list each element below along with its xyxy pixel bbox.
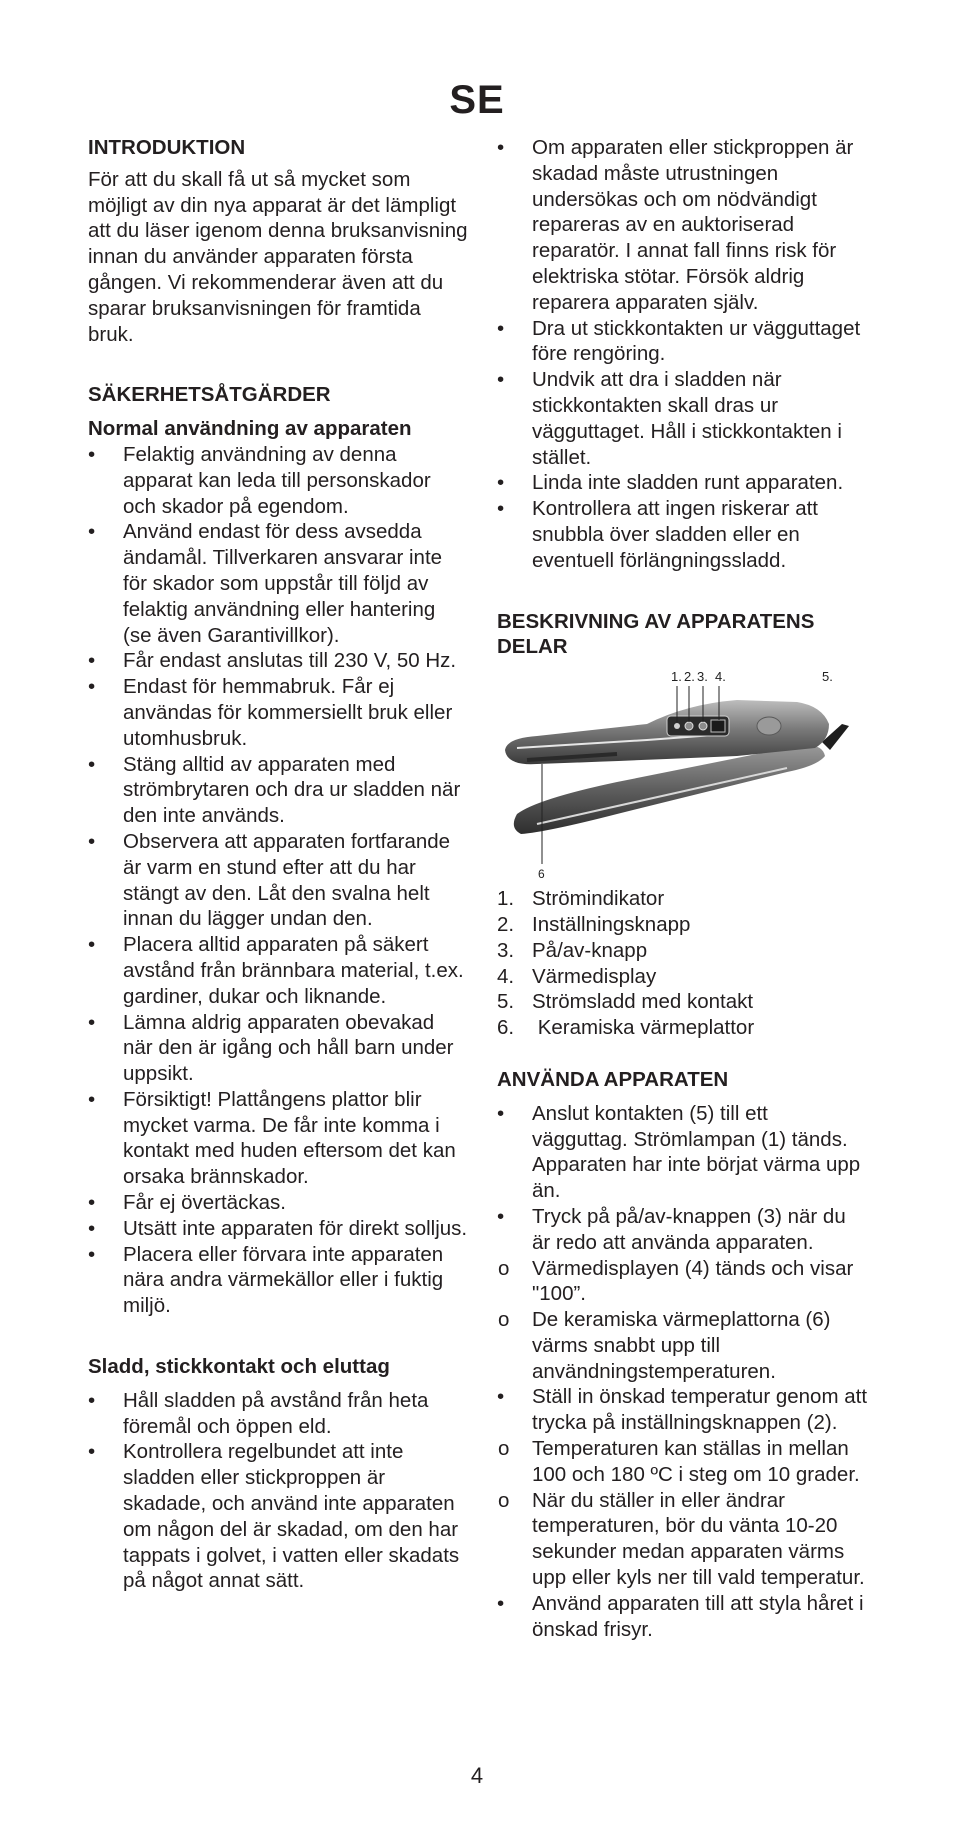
power-button-icon xyxy=(699,722,707,730)
left-column xyxy=(88,135,468,1594)
list-item: • Dra ut stickkontakten ur vägguttaget före rengöring. xyxy=(497,316,869,368)
list-item: • Linda inte sladden runt apparaten. xyxy=(497,470,869,496)
list-item: • Tryck på på/av-knappen (3) när du är redo att använda apparaten. xyxy=(497,1204,869,1256)
cord-list-left xyxy=(88,1388,468,1594)
usage-list xyxy=(497,1101,869,1643)
page-number: 4 xyxy=(470,1763,484,1788)
usage-heading: ANVÄNDA APPARATEN xyxy=(497,1067,729,1091)
normal-use-heading: Normal användning av apparaten xyxy=(88,417,412,441)
list-item: • Använd apparaten till att styla håret i önskad frisyr. xyxy=(497,1591,869,1643)
list-item: • Felaktig användning av denna apparat kan leda till personskador och skador på egendom. xyxy=(88,442,468,519)
list-item: • Placera eller förvara inte apparaten nära andra värmekällor eller i fuktig miljö. xyxy=(88,1242,468,1319)
list-item: • Får endast anslutas till 230 V, 50 Hz. xyxy=(88,648,468,674)
intro-heading: INTRODUKTION xyxy=(88,136,246,159)
callout-label: 2. xyxy=(684,669,695,685)
heat-display-icon xyxy=(711,720,725,732)
list-item: • Ställ in önskad temperatur genom att trycka på inställningsknappen (2). xyxy=(497,1384,869,1436)
list-item: o Värmedisplayen (4) tänds och visar "100”. xyxy=(497,1256,869,1308)
list-item: • Stäng alltid av apparaten med strömbrytaren och dra ur sladden när den inte används. xyxy=(88,752,468,829)
list-item: • Utsätt inte apparaten för direkt solljus. xyxy=(88,1216,468,1242)
parts-list xyxy=(497,886,869,1041)
list-item: 5. Strömsladd med kontakt xyxy=(497,990,754,1014)
list-item: 1. Strömindikator xyxy=(497,887,665,911)
list-item: • Undvik att dra i sladden när stickkontakten skall dras ur vägguttaget. Håll i stickkontakten i stället. xyxy=(497,367,869,470)
list-item: o De keramiska värmeplattorna (6) värms snabbt upp till användningstemperaturen. xyxy=(497,1307,869,1384)
callout-label: 4. xyxy=(715,669,726,685)
intro-text: För att du skall få ut så mycket som möjligt av din nya apparat är det lämpligt att du läser igenom denna bruksanvisning innan du använder apparaten första gången. Vi rekommenderar även att du sparar bruksanvisningen för framtida bruk. xyxy=(88,167,468,346)
list-item: • Kontrollera regelbundet att inte sladden eller stickproppen är skadade, och använd inte apparaten om någon del är skadad, om den har tappats i golvet, i vatten eller skadats på något annat sätt. xyxy=(88,1439,468,1594)
list-item: 3. På/av-knapp xyxy=(497,938,648,962)
list-item: • Använd endast för dess avsedda ändamål. Tillverkaren ansvarar inte för skador som uppstår till följd av felaktig användning eller hantering (se även Garantivillkor). xyxy=(88,519,468,648)
page-title: SE xyxy=(449,78,505,122)
cord-list-right xyxy=(497,135,869,574)
safety-heading: SÄKERHETSÅTGÄRDER xyxy=(88,383,331,407)
callout-label: 3. xyxy=(697,669,708,685)
list-item: 4. Värmedisplay xyxy=(497,964,657,988)
hinge xyxy=(757,717,781,735)
list-item: • Anslut kontakten (5) till ett vägguttag. Strömlampan (1) tänds. Apparaten har inte börjat värma upp än. xyxy=(497,1101,869,1204)
list-item: • Försiktigt! Plattångens plattor blir mycket varma. De får inte komma i kontakt med huden eftersom det kan orsaka brännskador. xyxy=(88,1087,468,1190)
callout-label: 6 xyxy=(538,867,545,881)
power-indicator-icon xyxy=(674,723,680,729)
callout-label: 5. xyxy=(822,669,833,685)
list-item: • Får ej övertäckas. xyxy=(88,1190,468,1216)
normal-use-list xyxy=(88,442,468,1319)
list-item: • Observera att apparaten fortfarande är varm en stund efter att du har stängt av den. Låt den svalna helt innan du lägger undan den. xyxy=(88,829,468,932)
list-item: 6. Keramiska värmeplattor xyxy=(497,1016,755,1040)
cord-heading: Sladd, stickkontakt och eluttag xyxy=(88,1355,390,1379)
list-item: o Temperaturen kan ställas in mellan 100 och 180 ºC i steg om 10 grader. xyxy=(497,1436,869,1488)
list-item: 2. Inställningsknapp xyxy=(497,912,691,936)
list-item: • Placera alltid apparaten på säkert avstånd från brännbara material, t.ex. gardiner, dukar och liknande. xyxy=(88,932,468,1009)
list-item: • Håll sladden på avstånd från heta föremål och öppen eld. xyxy=(88,1388,468,1440)
list-item: • Kontrollera att ingen riskerar att snubbla över sladden eller en eventuell förlängningssladd. xyxy=(497,496,869,573)
callout-label: 1. xyxy=(671,669,682,685)
list-item: • Endast för hemmabruk. Får ej användas för kommersiellt bruk eller utomhusbruk. xyxy=(88,674,468,751)
straightener-diagram xyxy=(497,664,867,880)
setting-button-icon xyxy=(685,722,693,730)
list-item: • Lämna aldrig apparaten obevakad när den är igång och håll barn under uppsikt. xyxy=(88,1010,468,1087)
list-item: • Om apparaten eller stickproppen är skadad måste utrustningen undersökas och om nödvändigt repareras av en auktoriserad reparatör. I annat fall finns risk för elektriska stötar. Försök aldrig reparera apparaten själv. xyxy=(497,135,869,316)
right-column xyxy=(497,135,869,1642)
hair-straightener-illustration xyxy=(497,664,867,880)
list-item: o När du ställer in eller ändrar temperaturen, bör du vänta 10-20 sekunder medan apparaten värms upp eller kyls ner till vald temperatur. xyxy=(497,1488,869,1591)
parts-heading: BESKRIVNING AV APPARATENS DELAR xyxy=(497,609,815,659)
